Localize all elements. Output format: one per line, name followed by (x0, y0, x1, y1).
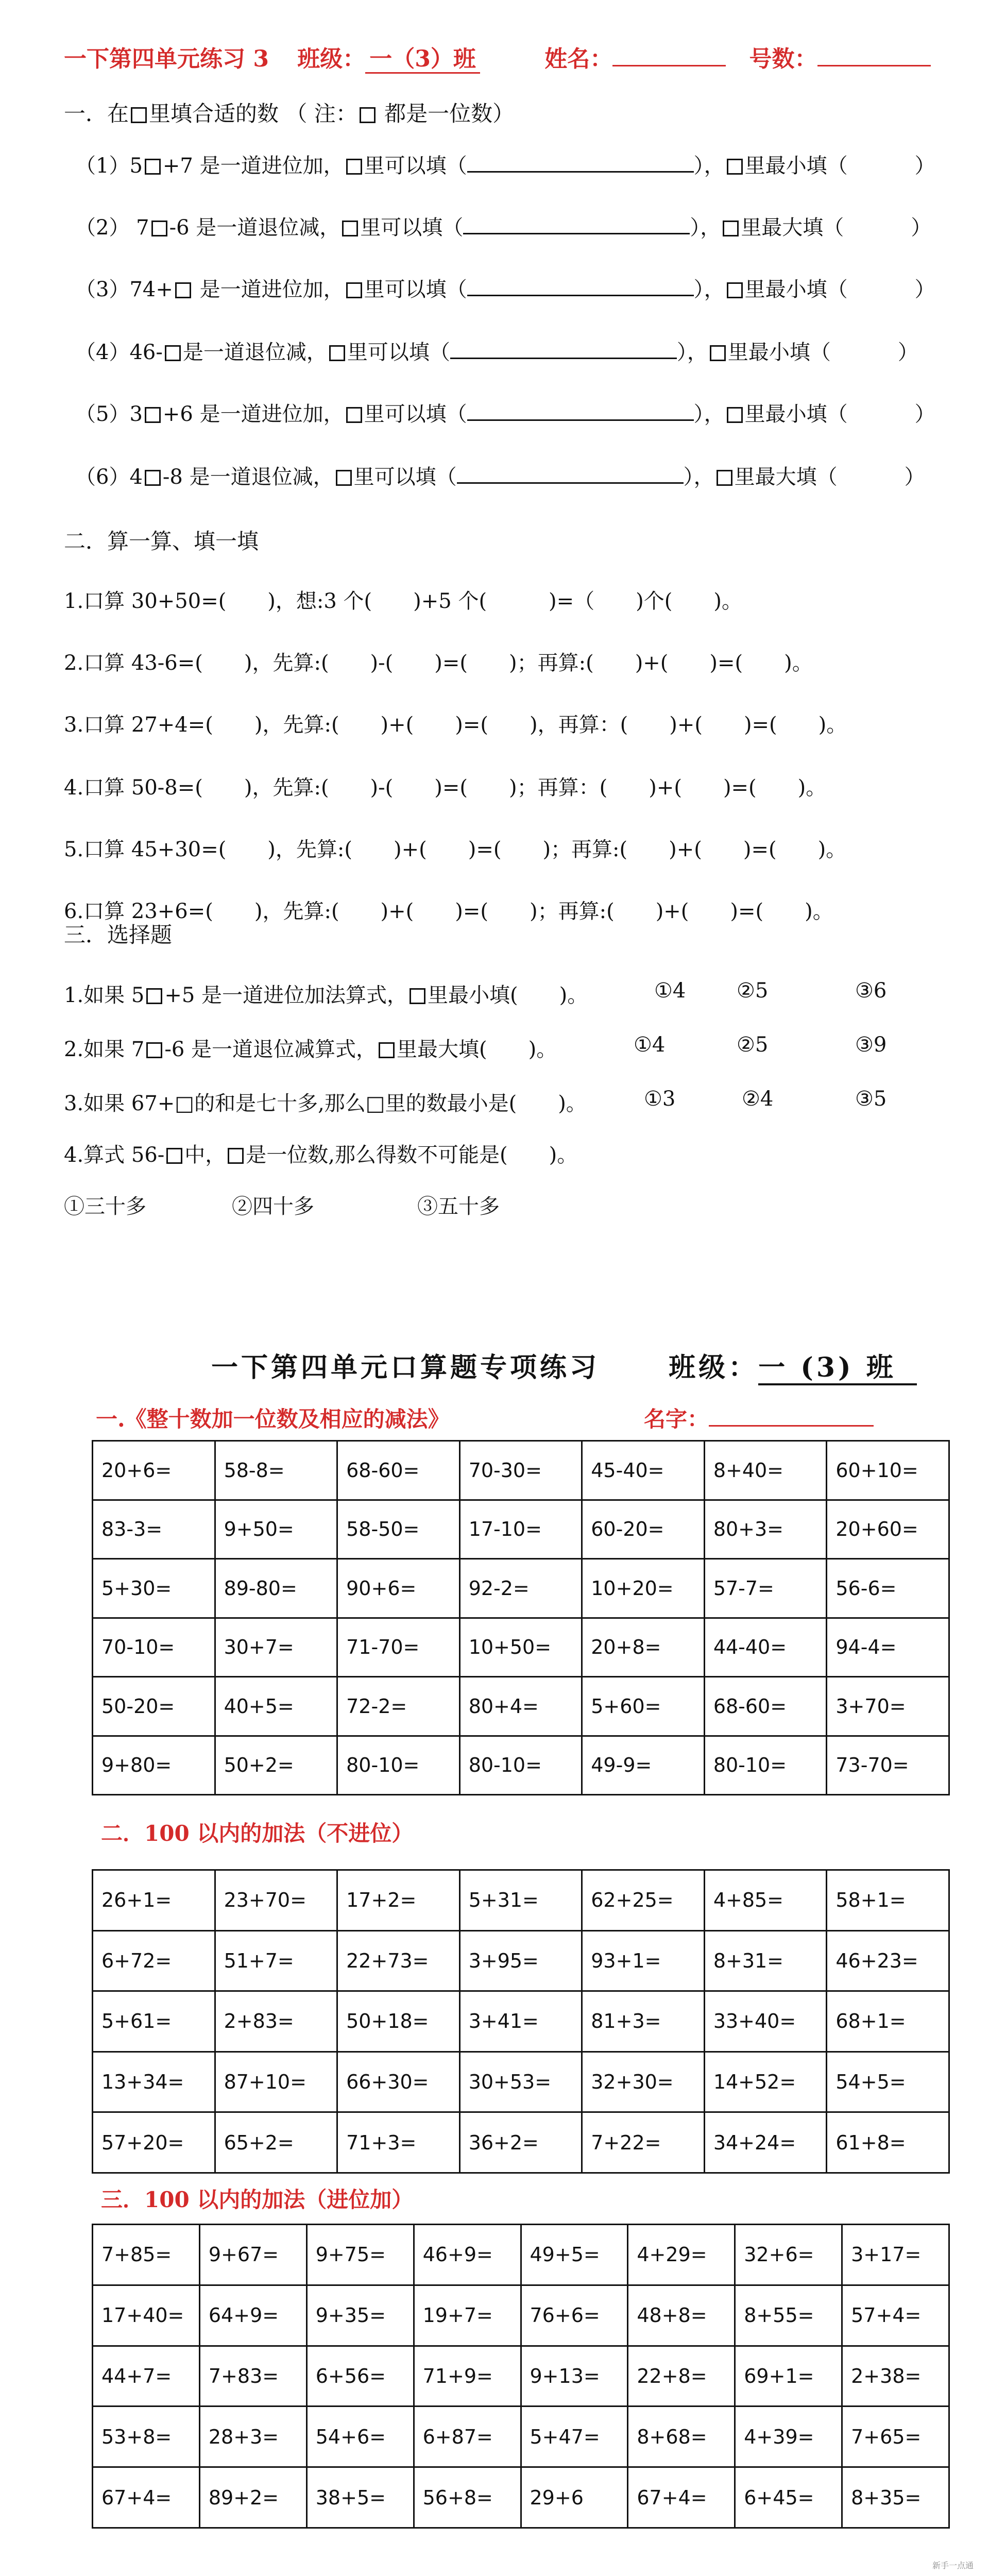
section1-title-b: 里填合适的数 （ 注： (149, 101, 357, 126)
calc-cell[interactable]: 58-8= (215, 1441, 337, 1500)
row-end: ） (914, 278, 935, 301)
calc-cell[interactable]: 80-10= (704, 1736, 827, 1795)
calc-cell[interactable]: 46+23= (827, 1930, 949, 1991)
row-extreme: 里最小填（ (744, 278, 848, 301)
q2-option-1[interactable]: ①4 (634, 1033, 666, 1057)
choice-q3: 3.如果 67+□的和是七十多,那么□里的数最小是( )。 (64, 1092, 587, 1115)
calc-cell[interactable]: 93+1= (582, 1930, 705, 1991)
calc-cell[interactable]: 22+8= (628, 2346, 735, 2406)
calc-cell[interactable]: 81+3= (582, 1991, 705, 2052)
box-icon[interactable] (175, 282, 191, 298)
q1-option-3[interactable]: ③6 (855, 979, 887, 1003)
row-extreme: 里最大填（ (734, 465, 838, 489)
box-icon (131, 107, 147, 123)
calc-cell[interactable]: 4+85= (704, 1870, 827, 1931)
calc-cell[interactable]: 45-40= (582, 1441, 705, 1500)
calc-cell[interactable]: 3+70= (827, 1677, 949, 1736)
calc-cell[interactable]: 2+38= (842, 2346, 949, 2406)
box-icon (166, 1148, 182, 1164)
calc-cell[interactable]: 8+68= (628, 2406, 735, 2467)
calc-cell[interactable]: 36+2= (459, 2112, 582, 2173)
row-extreme: 里最大填（ (741, 216, 844, 240)
row-extreme: 里最小填（ (744, 154, 848, 178)
calc-cell[interactable]: 5+60= (582, 1677, 705, 1736)
row-extreme: 里最小填（ (744, 402, 848, 426)
row-close: ）， (693, 278, 725, 301)
row-expr: +6 是一道进位加， (162, 402, 344, 426)
q3-option-1[interactable]: ①3 (644, 1087, 676, 1111)
section1-row (75, 149, 935, 179)
table-row (93, 1736, 949, 1795)
row-expr: -6 是一道退位减， (169, 216, 340, 240)
calc-cell[interactable]: 92-2= (459, 1559, 582, 1618)
calc-cell[interactable]: 6+87= (414, 2406, 521, 2467)
calc-cell[interactable]: 50-20= (93, 1677, 215, 1736)
calc-cell[interactable]: 73-70= (827, 1736, 949, 1795)
q1-option-2[interactable]: ②5 (737, 979, 769, 1003)
class-value: 一（3）班 (365, 46, 480, 74)
q4-a: 4.算式 56- (64, 1143, 165, 1167)
calc-cell[interactable]: 9+80= (93, 1736, 215, 1795)
calc-cell[interactable]: 32+6= (735, 2225, 842, 2285)
row-end: ） (914, 154, 935, 178)
calc-cell[interactable]: 4+39= (735, 2406, 842, 2467)
calc-cell[interactable]: 8+55= (735, 2285, 842, 2346)
table-row (93, 2406, 949, 2467)
page2-section3-title: 三．100 以内的加法（进位加） (101, 2187, 414, 2212)
calc-cell[interactable]: 10+20= (582, 1559, 705, 1618)
box-icon (146, 1042, 162, 1058)
table-row (93, 1870, 949, 1931)
calc-cell[interactable]: 5+61= (93, 1991, 215, 2052)
table-row (93, 2052, 949, 2112)
q2-c: 里最大填( )。 (397, 1038, 557, 1061)
calc-cell[interactable]: 90+6= (337, 1559, 460, 1618)
calc-cell[interactable]: 67+4= (93, 2467, 200, 2528)
calc-cell[interactable]: 9+13= (521, 2346, 628, 2406)
row-close: ）， (683, 465, 714, 489)
page2-name-label: 名字： (644, 1406, 709, 1432)
calc-cell[interactable]: 57+4= (842, 2285, 949, 2346)
name-blank[interactable] (612, 49, 726, 66)
section2-row: 5.口算 45+30=( )，先算:( )+( )=( )；再算:( )+( )=( )。 (64, 838, 847, 861)
row-expr: -8 是一道退位减， (162, 465, 334, 489)
calc-cell[interactable]: 68+1= (827, 1991, 949, 2052)
table-row (93, 1930, 949, 1991)
footer-watermark: 新手一点通 (932, 2561, 974, 2570)
box-icon (346, 282, 362, 298)
calc-cell[interactable]: 19+7= (414, 2285, 521, 2346)
calc-cell[interactable]: 30+53= (459, 2052, 582, 2112)
calc-cell[interactable]: 80+3= (704, 1500, 827, 1559)
page2-section1-title: 一.《整十数加一位数及相应的减法》 (96, 1406, 450, 1432)
calc-cell[interactable]: 8+35= (842, 2467, 949, 2528)
calc-cell[interactable]: 9+35= (306, 2285, 414, 2346)
calc-cell[interactable]: 54+5= (827, 2052, 949, 2112)
calc-cell[interactable]: 7+65= (842, 2406, 949, 2467)
calc-cell[interactable]: 5+30= (93, 1559, 215, 1618)
calc-cell[interactable]: 76+6= (521, 2285, 628, 2346)
calc-cell[interactable]: 68-60= (337, 1441, 460, 1500)
calc-cell[interactable]: 9+50= (215, 1500, 337, 1559)
answer-blank[interactable] (463, 217, 690, 234)
calc-cell[interactable]: 69+1= (735, 2346, 842, 2406)
box-icon (346, 159, 362, 175)
calc-cell[interactable]: 6+45= (735, 2467, 842, 2528)
table-row (93, 2225, 949, 2285)
box-icon[interactable] (151, 221, 167, 236)
box-icon (379, 1042, 395, 1058)
section1-row (75, 336, 918, 365)
row-prefix: （5）3 (75, 402, 143, 426)
section2-row: 3.口算 27+4=( )，先算:( )+( )=( )，再算：( )+( )=( )。 (64, 713, 847, 737)
q1-c: 里最小填( )。 (428, 984, 588, 1007)
calc-cell[interactable]: 54+6= (306, 2406, 414, 2467)
q4-option-3[interactable]: ③五十多 (417, 1195, 500, 1218)
calc-table (92, 1440, 950, 1795)
calc-cell[interactable]: 30+7= (215, 1618, 337, 1677)
row-prefix: （3）74+ (75, 278, 173, 301)
row-extreme: 里最小填（ (727, 341, 831, 364)
row-can-fill: 里可以填（ (364, 154, 467, 178)
box-icon (342, 221, 358, 236)
table-row (93, 1559, 949, 1618)
calc-cell[interactable]: 50+18= (337, 1991, 460, 2052)
q4-c: 是一位数,那么得数不可能是( )。 (246, 1143, 578, 1167)
q1-b: +5 是一道进位加法算式， (164, 984, 408, 1007)
calc-cell[interactable]: 7+22= (582, 2112, 705, 2173)
row-prefix: （2） 7 (75, 216, 149, 240)
calc-cell[interactable]: 9+75= (306, 2225, 414, 2285)
calc-cell[interactable]: 80-10= (337, 1736, 460, 1795)
box-icon (336, 470, 352, 486)
row-can-fill: 里可以填（ (360, 216, 464, 240)
calc-cell[interactable]: 66+30= (337, 2052, 460, 2112)
choice-q1 (64, 979, 588, 1008)
page2-section2-title: 二．100 以内的加法（不进位） (101, 1821, 414, 1846)
row-end: ） (904, 465, 925, 489)
table-row (93, 2285, 949, 2346)
section1-title (64, 97, 514, 128)
box-icon (727, 407, 743, 423)
q2-b: -6 是一道退位减算式， (164, 1038, 377, 1061)
class-label: 班级： (297, 46, 366, 72)
calc-cell[interactable]: 20+8= (582, 1618, 705, 1677)
q2-option-2[interactable]: ②5 (737, 1033, 769, 1057)
answer-blank[interactable] (450, 342, 677, 359)
calc-cell[interactable]: 6+56= (306, 2346, 414, 2406)
row-close: ）， (676, 341, 708, 364)
calc-cell[interactable]: 17+40= (93, 2285, 200, 2346)
calc-cell[interactable]: 58+1= (827, 1870, 949, 1931)
calc-cell[interactable]: 23+70= (215, 1870, 337, 1931)
calc-cell[interactable]: 89-80= (215, 1559, 337, 1618)
calc-cell[interactable]: 62+25= (582, 1870, 705, 1931)
row-prefix: （6）4 (75, 465, 143, 489)
calc-cell[interactable]: 2+83= (215, 1991, 337, 2052)
calc-cell[interactable]: 22+73= (337, 1930, 460, 1991)
q4-b: 中， (184, 1143, 226, 1167)
calc-cell[interactable]: 20+6= (93, 1441, 215, 1500)
calc-cell[interactable]: 7+83= (199, 2346, 306, 2406)
table-row (93, 1500, 949, 1559)
calc-cell[interactable]: 14+52= (704, 2052, 827, 2112)
row-expr: 是一道进位加， (193, 278, 344, 301)
table-row (93, 1441, 949, 1500)
calc-cell[interactable]: 57-7= (704, 1559, 827, 1618)
calc-cell[interactable]: 49-9= (582, 1736, 705, 1795)
box-icon (146, 988, 162, 1004)
answer-blank[interactable] (467, 156, 694, 173)
row-prefix: （4）46- (75, 341, 163, 364)
row-end: ） (897, 341, 918, 364)
calc-cell[interactable]: 3+17= (842, 2225, 949, 2285)
calc-cell[interactable]: 17+2= (337, 1870, 460, 1931)
row-close: ）， (693, 154, 725, 178)
q4-option-1[interactable]: ①三十多 (64, 1195, 146, 1218)
calc-cell[interactable]: 64+9= (199, 2285, 306, 2346)
calc-cell[interactable]: 80+4= (459, 1677, 582, 1736)
q4-option-2[interactable]: ②四十多 (232, 1195, 314, 1218)
box-icon[interactable] (145, 470, 161, 486)
box-icon (727, 282, 743, 298)
table-row (93, 2346, 949, 2406)
page2-name-field (644, 1402, 874, 1433)
calc-cell[interactable]: 65+2= (215, 2112, 337, 2173)
box-icon (360, 107, 376, 123)
q3-option-2[interactable]: ②4 (742, 1087, 774, 1111)
calc-table (92, 1869, 950, 2174)
calc-cell[interactable]: 68-60= (704, 1677, 827, 1736)
box-icon (329, 345, 345, 361)
answer-blank[interactable] (467, 279, 694, 296)
calc-cell[interactable]: 34+24= (704, 2112, 827, 2173)
calc-cell[interactable]: 60-20= (582, 1500, 705, 1559)
calc-cell[interactable]: 57+20= (93, 2112, 215, 2173)
row-can-fill: 里可以填（ (353, 465, 457, 489)
calc-cell[interactable]: 13+34= (93, 2052, 215, 2112)
calc-cell[interactable]: 60+10= (827, 1441, 949, 1500)
row-can-fill: 里可以填（ (364, 402, 467, 426)
box-icon[interactable] (145, 159, 161, 175)
calc-cell[interactable]: 51+7= (215, 1930, 337, 1991)
calc-cell[interactable]: 70-30= (459, 1441, 582, 1500)
calc-cell[interactable]: 56+8= (414, 2467, 521, 2528)
worksheet-header (64, 40, 931, 73)
section3-title: 三．选择题 (64, 922, 173, 947)
page2-class-label: 班级： (669, 1352, 759, 1383)
row-end: ） (914, 402, 935, 426)
calc-cell[interactable]: 38+5= (306, 2467, 414, 2528)
q3-option-3[interactable]: ③5 (855, 1087, 887, 1111)
calc-cell[interactable]: 17-10= (459, 1500, 582, 1559)
page2-title: 一下第四单元口算题专项练习 (211, 1352, 600, 1383)
calc-cell[interactable]: 20+60= (827, 1500, 949, 1559)
row-end: ） (911, 216, 932, 240)
calc-cell[interactable]: 87+10= (215, 2052, 337, 2112)
page2-header (211, 1346, 917, 1384)
table-row (93, 1677, 949, 1736)
q1-option-1[interactable]: ①4 (654, 979, 686, 1003)
number-label: 号数： (749, 46, 817, 72)
answer-blank[interactable] (457, 467, 684, 484)
box-icon (346, 407, 362, 423)
calc-table (92, 2224, 950, 2529)
page2-name-blank[interactable] (709, 1410, 874, 1427)
row-expr: +7 是一道进位加， (162, 154, 344, 178)
calc-cell[interactable]: 53+8= (93, 2406, 200, 2467)
q2-option-3[interactable]: ③9 (855, 1033, 887, 1057)
calc-cell[interactable]: 5+47= (521, 2406, 628, 2467)
calc-cell[interactable]: 29+6 (521, 2467, 628, 2528)
choice-q4 (64, 1139, 577, 1168)
calc-cell[interactable]: 61+8= (827, 2112, 949, 2173)
calc-cell[interactable]: 40+5= (215, 1677, 337, 1736)
row-can-fill: 里可以填（ (347, 341, 450, 364)
calc-cell[interactable]: 8+40= (704, 1441, 827, 1500)
calc-cell[interactable]: 10+50= (459, 1618, 582, 1677)
section1-row (75, 211, 931, 241)
calc-cell[interactable]: 33+40= (704, 1991, 827, 2052)
section2-row: 4.口算 50-8=( )，先算:( )-( )=( )；再算：( )+( )=( )。 (64, 776, 827, 800)
calc-cell[interactable]: 3+41= (459, 1991, 582, 2052)
calc-cell[interactable]: 28+3= (199, 2406, 306, 2467)
calc-cell[interactable]: 72-2= (337, 1677, 460, 1736)
section2-title: 二．算一算、填一填 (64, 529, 259, 554)
calc-cell[interactable]: 49+5= (521, 2225, 628, 2285)
row-close: ）， (693, 402, 725, 426)
choice-q2 (64, 1033, 557, 1062)
box-icon (717, 470, 732, 486)
section1-title-a: 一．在 (64, 101, 129, 126)
calc-cell[interactable]: 83-3= (93, 1500, 215, 1559)
section1-row (75, 461, 925, 490)
calc-cell[interactable]: 58-50= (337, 1500, 460, 1559)
box-icon[interactable] (165, 345, 181, 361)
section1-row (75, 398, 935, 427)
calc-cell[interactable]: 71+3= (337, 2112, 460, 2173)
section2-row: 6.口算 23+6=( )，先算:( )+( )=( )；再算:( )+( )=( )。 (64, 900, 833, 923)
name-label: 姓名： (544, 46, 613, 72)
calc-cell[interactable]: 7+85= (93, 2225, 200, 2285)
calc-cell[interactable]: 4+29= (628, 2225, 735, 2285)
section1-title-c: 都是一位数） (377, 101, 515, 126)
table-row (93, 2112, 949, 2173)
calc-cell[interactable]: 46+9= (414, 2225, 521, 2285)
row-can-fill: 里可以填（ (364, 278, 467, 301)
calc-cell[interactable]: 71+9= (414, 2346, 521, 2406)
calc-cell[interactable]: 9+67= (199, 2225, 306, 2285)
section2-row: 2.口算 43-6=( )，先算:( )-( )=( )；再算:( )+( )=( )。 (64, 651, 813, 675)
calc-cell[interactable]: 89+2= (199, 2467, 306, 2528)
row-close: ）， (690, 216, 721, 240)
q1-a: 1.如果 5 (64, 984, 145, 1007)
box-icon (727, 159, 743, 175)
q2-a: 2.如果 7 (64, 1038, 145, 1061)
box-icon (723, 221, 739, 236)
section1-row (75, 273, 935, 302)
calc-cell[interactable]: 48+8= (628, 2285, 735, 2346)
worksheet-title: 一下第四单元练习 3 (64, 46, 269, 72)
calc-cell[interactable]: 6+72= (93, 1930, 215, 1991)
answer-blank[interactable] (467, 404, 694, 421)
calc-cell[interactable]: 50+2= (215, 1736, 337, 1795)
calc-cell[interactable]: 70-10= (93, 1618, 215, 1677)
calc-cell[interactable]: 26+1= (93, 1870, 215, 1931)
calc-cell[interactable]: 5+31= (459, 1870, 582, 1931)
table-row (93, 1618, 949, 1677)
calc-cell[interactable]: 71-70= (337, 1618, 460, 1677)
calc-cell[interactable]: 44+7= (93, 2346, 200, 2406)
table-row (93, 2467, 949, 2528)
table-row (93, 1991, 949, 2052)
calc-cell[interactable]: 8+31= (704, 1930, 827, 1991)
page2-class-value: 一 (3) 班 (758, 1352, 917, 1385)
box-icon (228, 1148, 244, 1164)
calc-cell[interactable]: 80-10= (459, 1736, 582, 1795)
box-icon (710, 345, 726, 361)
calc-cell[interactable]: 67+4= (628, 2467, 735, 2528)
box-icon (410, 988, 425, 1004)
section2-row: 1.口算 30+50=( )，想:3 个( )+5 个( )=（ )个( )。 (64, 589, 742, 613)
calc-cell[interactable]: 94-4= (827, 1618, 949, 1677)
box-icon[interactable] (145, 407, 161, 423)
calc-cell[interactable]: 56-6= (827, 1559, 949, 1618)
row-expr: 是一道退位减， (182, 341, 327, 364)
calc-cell[interactable]: 32+30= (582, 2052, 705, 2112)
calc-cell[interactable]: 44-40= (704, 1618, 827, 1677)
calc-cell[interactable]: 3+95= (459, 1930, 582, 1991)
number-blank[interactable] (817, 49, 931, 66)
row-prefix: （1）5 (75, 154, 143, 178)
